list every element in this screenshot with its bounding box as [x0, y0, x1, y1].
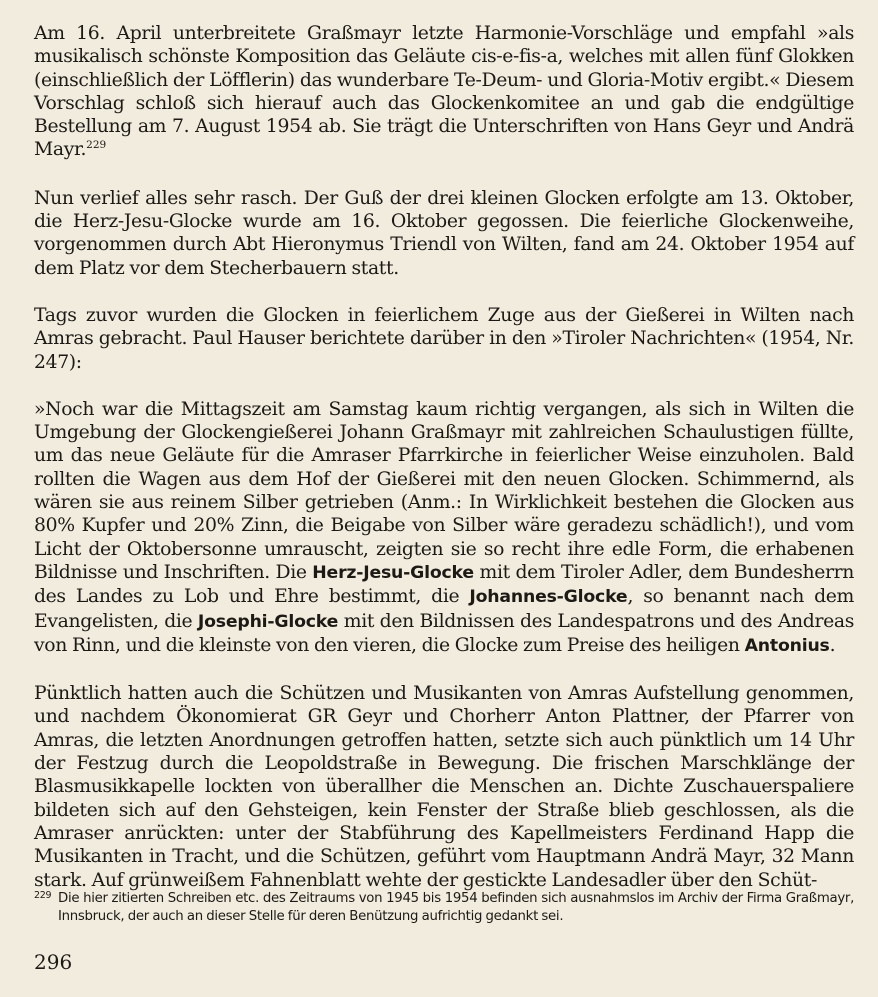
bell-name-johannes: Johannes-Glocke — [469, 587, 628, 608]
quote-text-c: , so benannt nach dem Evangelisten, die — [34, 586, 854, 632]
footnote — [34, 890, 854, 926]
paragraph-5: Pünktlich hatten auch die Schützen und Musikanten von Amras Aufstellung genommen, und nachdem Ökonomierat GR Geyr und Chorherr Anton Plattner, der Pfarrer von Amras, die letzten Anordnungen getroffen hatten, setzte sich auch pünktlich um 14 Uhr der Festzug durch die Leopoldstraße in Bewegung. Die frischen Marschklänge der Blasmusikkapelle lockten von überallher die Menschen an. Dichte Zuschauerspaliere bildeten sich auf den Gehsteigen, kein Fenster der Straße blieb geschlossen, als die Amraser anrückten: unter der Stabführung des Kapellmeisters Ferdinand Happ die Musikanten in Tracht, und die Schützen, geführt vom Hauptmann Andrä Mayr, 32 Mann stark. Auf grünweißem Fahnenblatt wehte der gestickte Landesadler über den Schüt- — [34, 683, 854, 891]
quote-text-d: mit den Bildnissen des Landespatrons und des Andreas von Rinn, und die kleinste von den vieren, die Glocke zum Preise des heiligen — [34, 610, 854, 656]
bell-name-josephi: Josephi-Glocke — [197, 611, 339, 632]
paragraph-1-text: Am 16. April unterbreitete Graßmayr letzte Harmonie-Vorschläge und empfahl »als musikalisch schönste Komposition das Geläute cis-e-fis-a, welches mit allen fünf Glokken (einschließlich der Löfflerin) das wunderbare Te-Deum- und Gloria-Motiv ergibt.« Diesem Vorschlag schloß sich hierauf auch das Glockenkomitee an und gab die endgültige Bestellung am 7. August 1954 ab. Sie trägt die Unterschriften von Hans Geyr und Andrä Mayr. — [34, 23, 854, 161]
footnote-text: Die hier zitierten Schreiben etc. des Zeitraums von 1945 bis 1954 befinden sich ausnahmslos im Archiv der Firma Graßmayr, Innsbruck, der auch an dieser Stelle für deren Benützung aufrichtig gedankt sei. — [58, 891, 854, 924]
bell-name-herz-jesu: Herz-Jesu-Glocke — [312, 562, 474, 583]
paragraph-2: Nun verlief alles sehr rasch. Der Guß der drei kleinen Glocken erfolgte am 13. Oktober, die Herz-Jesu-Glocke wurde am 16. Oktober gegossen. Die feierliche Glockenweihe, vorgenommen durch Abt Hieronymus Triendl von Wilten, fand am 24. Oktober 1954 auf dem Platz vor dem Stecherbauern statt. — [34, 187, 854, 279]
footnote-number: 229 — [34, 890, 52, 901]
bell-name-antonius: Antonius — [744, 635, 830, 656]
paragraph-3: Tags zuvor wurden die Glocken in feierlichem Zuge aus der Gießerei in Wilten nach Amras gebracht. Paul Hauser berichtete darüber in den »Tiroler Nachrichten« (1954, Nr. 247): — [34, 304, 854, 373]
page-body — [34, 22, 854, 892]
footnote-reference[interactable]: 229 — [86, 139, 107, 152]
quote-text-b: mit dem Tiroler Adler, dem Bundesherrn des Landes zu Lob und Ehre bestimmt, die — [34, 561, 854, 608]
paragraph-1 — [34, 22, 854, 162]
page-number: 296 — [34, 950, 73, 974]
quote-paragraph — [34, 398, 854, 658]
quote-text-e: . — [829, 634, 836, 656]
quote-text-a: »Noch war die Mittagszeit am Samstag kaum richtig vergangen, als sich in Wilten die Umgebung der Glockengießerei Johann Graßmayr mit zahlreichen Schaulustigen füllte, um das neue Geläute für die Amraser Pfarrkirche in feierlicher Weise einzuholen. Bald rollten die Wagen aus dem Hof der Gießerei mit den neuen Glocken. Schimmernd, als wären sie aus reinem Silber getrieben (Anm.: In Wirklichkeit bestehen die Glocken aus 80% Kupfer und 20% Zinn, die Beigabe von Silber wäre geradezu schädlich!), und vom Licht der Oktobersonne umrauscht, zeigten sie so recht ihre edle Form, die erhabenen Bildnisse und Inschriften. Die — [34, 398, 854, 583]
